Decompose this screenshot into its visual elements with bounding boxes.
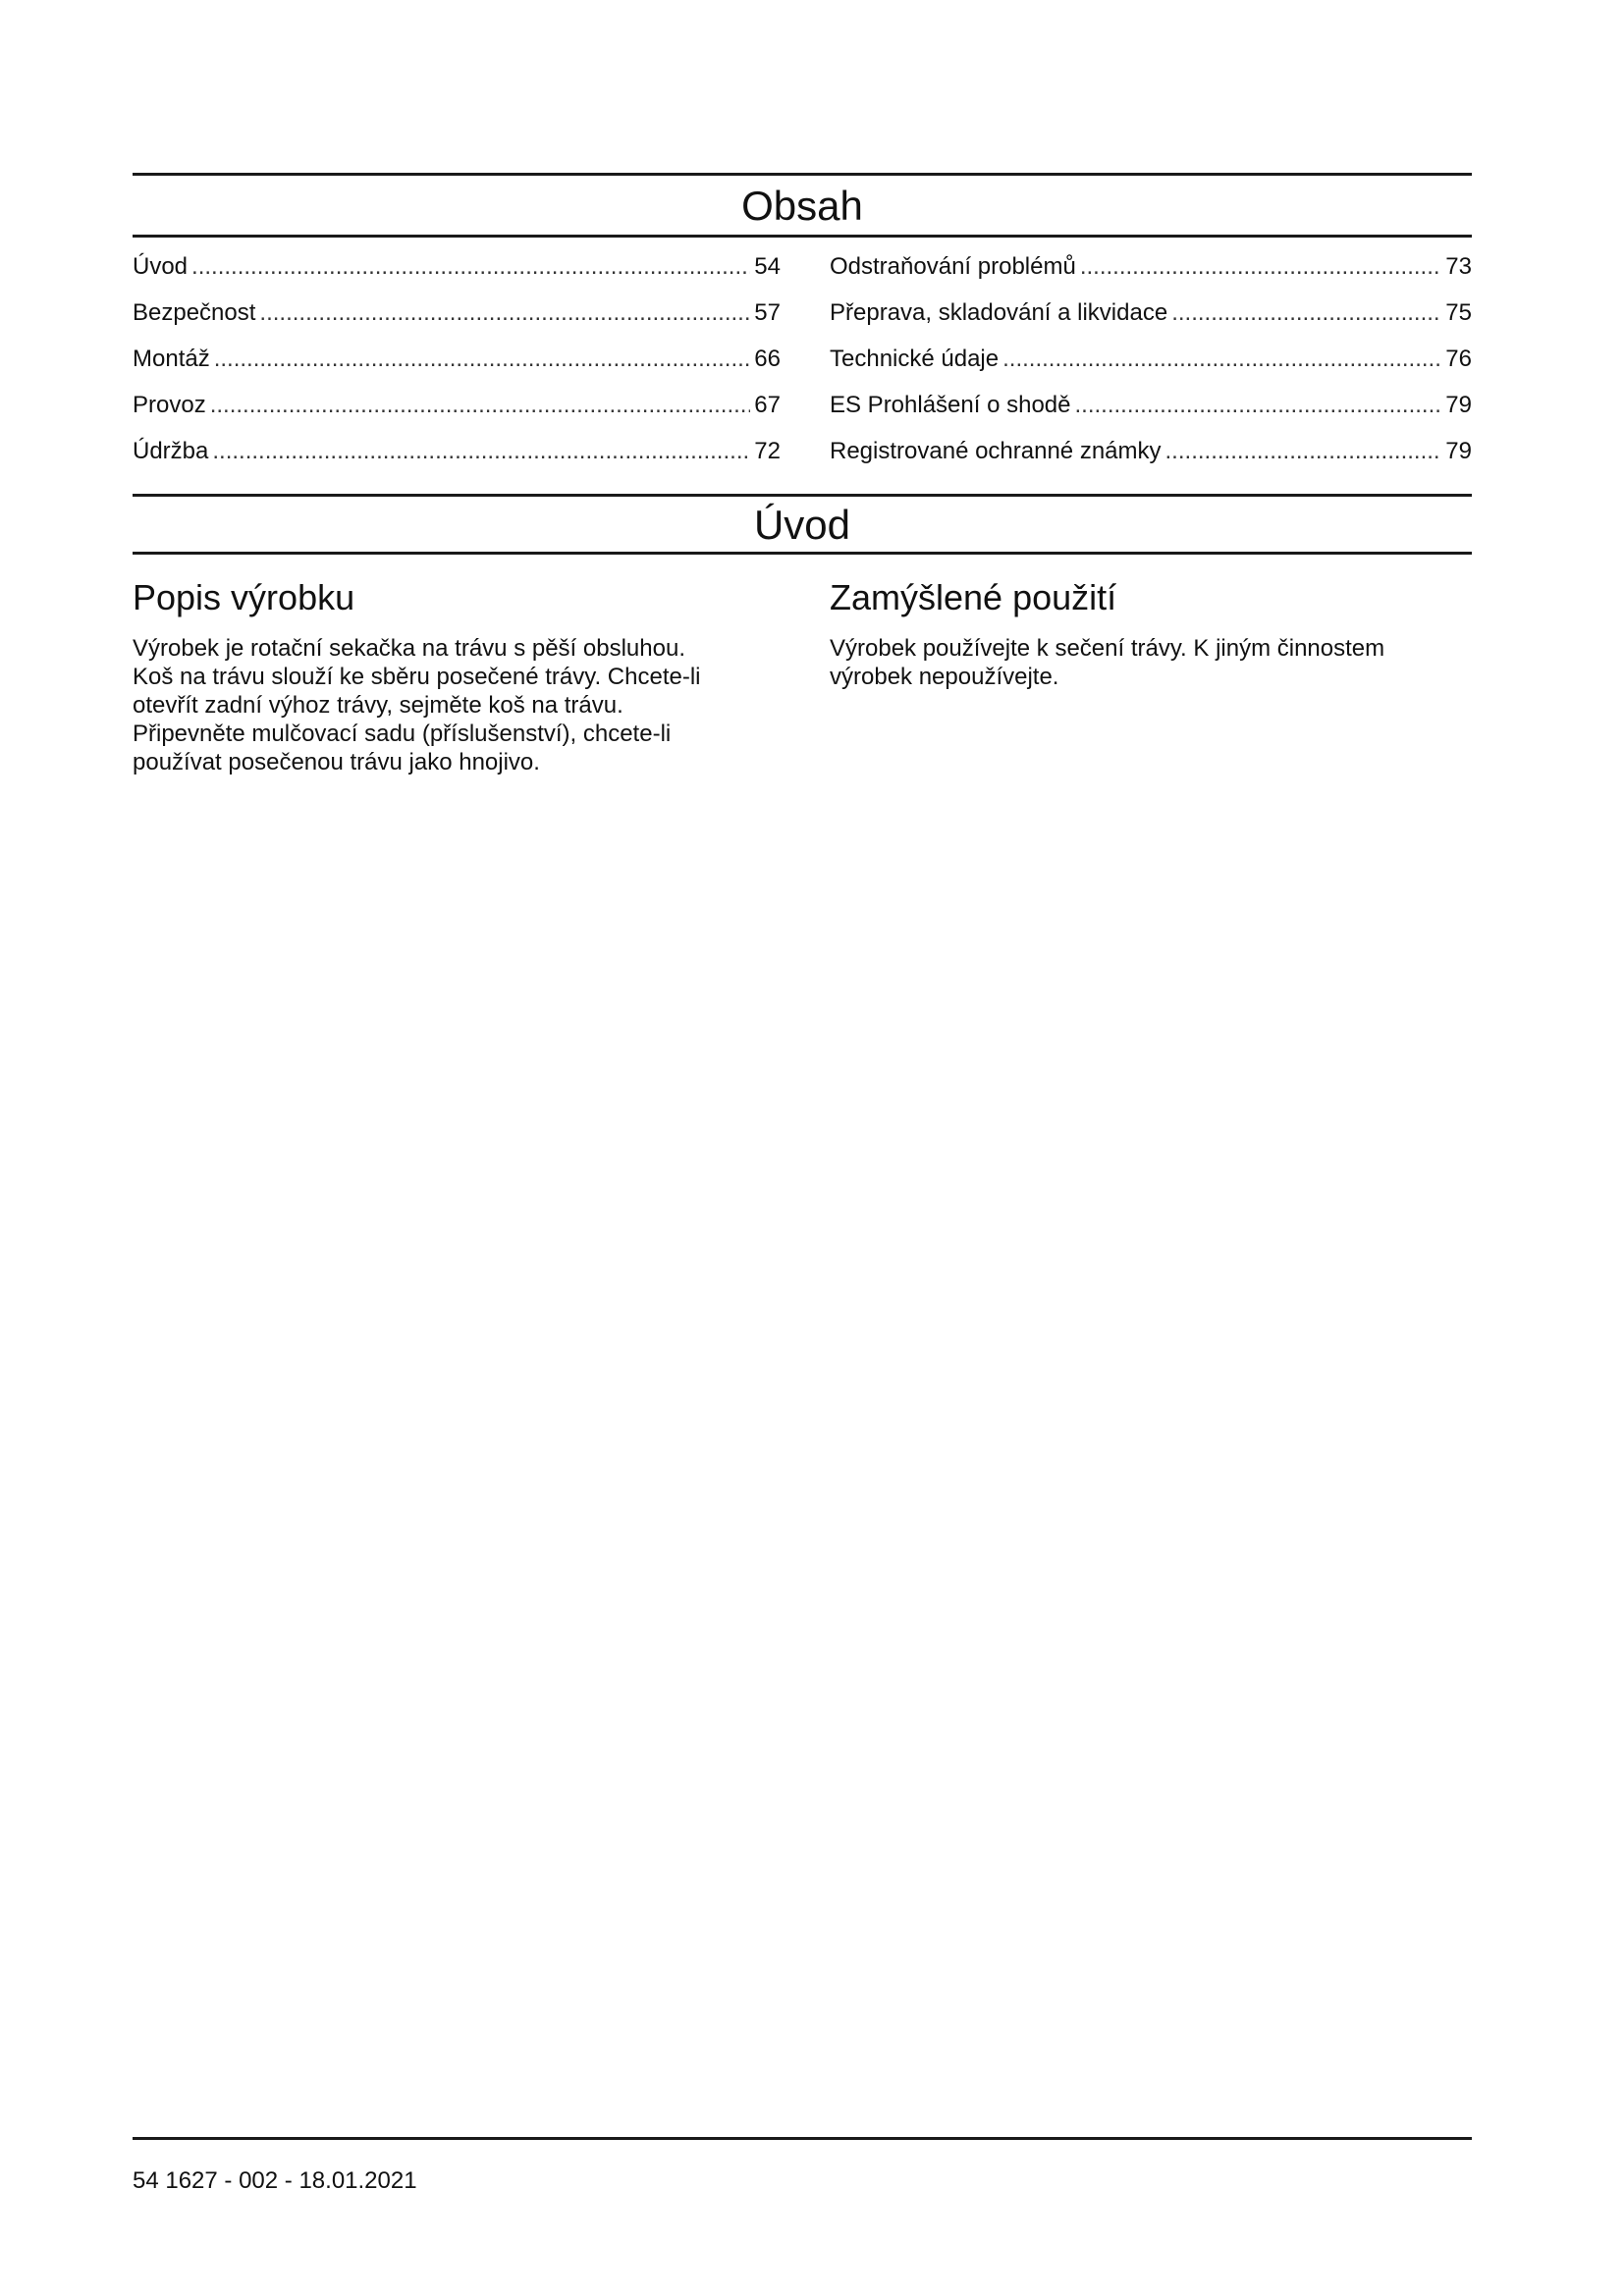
toc-entry-label: Údržba	[133, 438, 209, 464]
toc-entry-page: 54	[754, 253, 781, 280]
toc-entry[interactable]	[133, 391, 781, 437]
toc-entry-page: 75	[1445, 299, 1472, 326]
toc-entry-page: 73	[1445, 253, 1472, 280]
toc-entry-label: Přeprava, skladování a likvidace	[830, 299, 1168, 326]
toc-entry-label: Úvod	[133, 253, 189, 280]
text-line: výrobek nepoužívejte.	[830, 664, 1059, 690]
toc-entry-page: 66	[754, 346, 781, 372]
toc-entry[interactable]	[133, 298, 781, 345]
toc-entry[interactable]	[830, 437, 1472, 483]
toc-entry[interactable]	[133, 252, 781, 298]
toc-entry-page: 57	[754, 299, 781, 326]
product-description-text	[133, 634, 761, 776]
toc-leader-dots	[214, 345, 751, 374]
toc-leader-dots	[1080, 252, 1441, 282]
toc-entry-page: 79	[1445, 438, 1472, 464]
toc-entry[interactable]	[830, 298, 1472, 345]
toc-top-rule	[133, 173, 1472, 176]
toc-right-column	[830, 252, 1472, 483]
toc-entry[interactable]	[830, 345, 1472, 391]
toc-entry[interactable]	[830, 391, 1472, 437]
toc-bottom-rule	[133, 235, 1472, 238]
toc-entry-label: Registrované ochranné známky	[830, 438, 1162, 464]
intro-title: Úvod	[753, 502, 851, 548]
footer-rule	[133, 2137, 1472, 2140]
intended-use-heading: Zamýšlené použití	[830, 577, 1117, 617]
text-line: Připevněte mulčovací sadu (příslušenství), chcete-li	[133, 721, 672, 747]
text-line: používat posečenou trávu jako hnojivo.	[133, 749, 540, 775]
toc-leader-dots	[1002, 345, 1441, 374]
intended-use-text	[830, 634, 1458, 691]
toc-leader-dots	[1165, 437, 1442, 466]
toc-leader-dots	[1075, 391, 1442, 420]
toc-leader-dots	[191, 252, 750, 282]
toc-leader-dots	[210, 391, 751, 420]
toc-title: Obsah	[741, 183, 863, 229]
toc-leader-dots	[212, 437, 750, 466]
product-description-heading: Popis výrobku	[133, 577, 355, 617]
toc-entry-page: 79	[1445, 392, 1472, 418]
text-line: Výrobek používejte k sečení trávy. K jiným činnostem	[830, 635, 1385, 662]
toc-entry-label: Odstraňování problémů	[830, 253, 1076, 280]
toc-entry-page: 72	[754, 438, 781, 464]
toc-entry[interactable]	[830, 252, 1472, 298]
intro-bottom-rule	[133, 552, 1472, 555]
toc-entry-label: Provoz	[133, 392, 206, 418]
toc-entry-label: ES Prohlášení o shodě	[830, 392, 1071, 418]
footer-page-info: 54 1627 - 002 - 18.01.2021	[133, 2167, 417, 2194]
text-line: Výrobek je rotační sekačka na trávu s pěší obsluhou.	[133, 635, 685, 662]
toc-leader-dots	[259, 298, 750, 328]
toc-entry[interactable]	[133, 345, 781, 391]
toc-entry-page: 76	[1445, 346, 1472, 372]
toc-entry-page: 67	[754, 392, 781, 418]
toc-entry-label: Montáž	[133, 346, 210, 372]
toc-leader-dots	[1171, 298, 1441, 328]
text-line: Koš na trávu slouží ke sběru posečené trávy. Chcete-li	[133, 664, 701, 690]
intro-top-rule	[133, 494, 1472, 497]
toc-left-column	[133, 252, 781, 483]
toc-entry-label: Technické údaje	[830, 346, 1000, 372]
toc-entry-label: Bezpečnost	[133, 299, 256, 326]
text-line: otevřít zadní výhoz trávy, sejměte koš na trávu.	[133, 692, 623, 719]
toc-entry[interactable]	[133, 437, 781, 483]
